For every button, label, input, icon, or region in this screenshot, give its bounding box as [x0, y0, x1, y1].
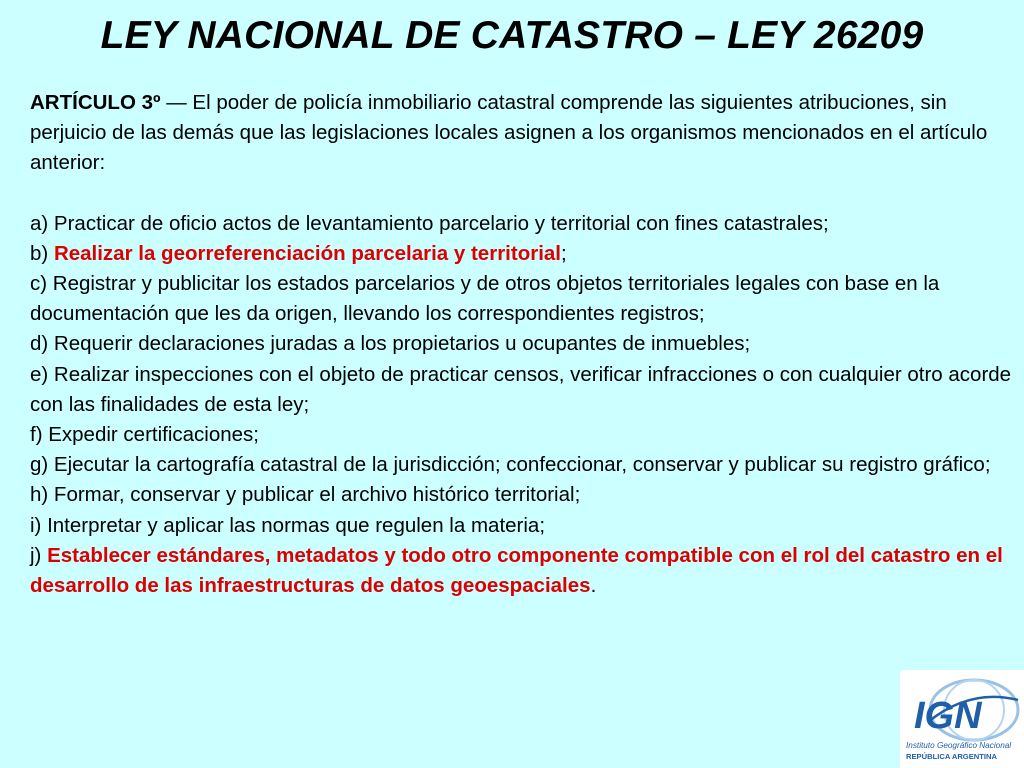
item-i: i) Interpretar y aplicar las normas que regulen la materia;: [30, 513, 546, 537]
item-j-suffix: .: [590, 574, 597, 598]
article-intro-text: — El poder de policía inmobiliario catastral comprende las siguientes atribuciones, sin perjuicio de las demás que las legislaciones locales asignen a los organismos mencionados en el artículo anterior:: [30, 91, 988, 175]
item-h: h) Formar, conservar y publicar el archivo histórico territorial;: [30, 483, 581, 507]
article-body: [30, 88, 1020, 601]
article-intro: [30, 88, 1020, 179]
item-b-emphasis: Realizar la georreferenciación parcelaria y territorial: [53, 241, 561, 265]
item-j-prefix: j): [30, 543, 48, 567]
item-g: g) Ejecutar la cartografía catastral de la jurisdicción; confeccionar, conservar y publicar su registro gráfico;: [30, 453, 991, 477]
item-a: a) Practicar de oficio actos de levantamiento parcelario y territorial con fines catastrales;: [30, 211, 829, 235]
item-b: [30, 239, 1020, 269]
item-b-prefix: b): [30, 241, 54, 265]
ign-logo: [900, 670, 1024, 768]
logo-line1: Instituto Geográfico Nacional: [906, 741, 1012, 750]
item-j-emphasis: Establecer estándares, metadatos y todo otro componente compatible con el rol del catastro en el desarrollo de las infraestructuras de datos geoespaciales: [30, 543, 1003, 598]
item-f: f) Expedir certificaciones;: [30, 423, 260, 447]
item-b-suffix: ;: [560, 241, 567, 265]
ign-logo-graphic: [900, 670, 1024, 768]
logo-acronym: IGN: [914, 695, 982, 737]
item-j: [30, 541, 1020, 601]
item-d: d) Requerir declaraciones juradas a los propietarios u ocupantes de inmuebles;: [30, 332, 751, 356]
article-label: ARTÍCULO 3º: [30, 91, 161, 114]
logo-line2: REPÚBLICA ARGENTINA: [906, 752, 997, 761]
slide-title: LEY NACIONAL DE CATASTRO – LEY 26209: [100, 14, 924, 57]
item-c: c) Registrar y publicitar los estados parcelarios y de otros objetos territoriales legales con base en la documentación que les da origen, llevando los correspondientes registros;: [30, 272, 940, 326]
spacer: [30, 179, 1020, 209]
item-e: e) Realizar inspecciones con el objeto de practicar censos, verificar infracciones o con cualquier otro acorde con las finalidades de esta ley;: [30, 362, 1012, 416]
